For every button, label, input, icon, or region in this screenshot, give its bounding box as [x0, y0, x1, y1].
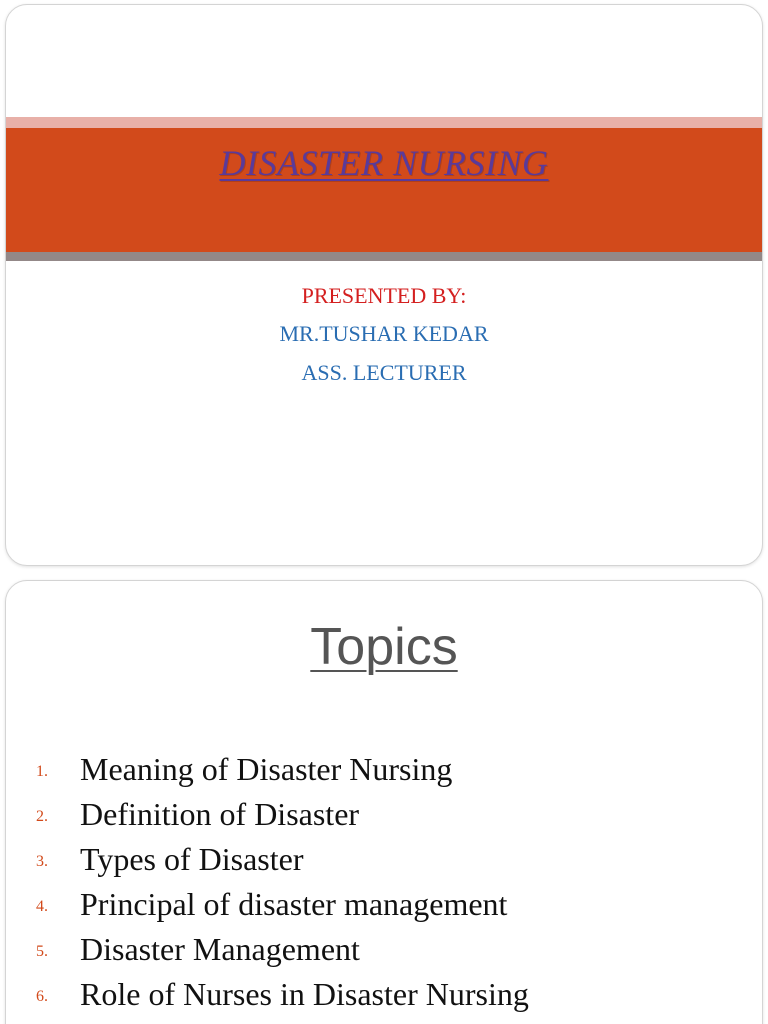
topic-number: 1. [36, 763, 48, 780]
topic-text: Meaning of Disaster Nursing [80, 751, 453, 787]
title-slide [5, 4, 763, 566]
slide-title: DISASTER NURSING [219, 143, 549, 183]
presented-by-label: PRESENTED BY: [301, 283, 467, 308]
presenter-name: MR.TUSHAR KEDAR [279, 321, 489, 346]
topic-text: Principal of disaster management [80, 886, 508, 922]
topic-number: 2. [36, 808, 48, 825]
title-band-top-stripe [6, 117, 762, 128]
title-band-bottom-stripe [6, 252, 762, 261]
topic-number: 4. [36, 898, 48, 915]
topic-number: 3. [36, 853, 48, 870]
topic-number: 6. [36, 988, 48, 1005]
topic-text: Types of Disaster [80, 841, 304, 877]
topics-slide [5, 580, 763, 1024]
topic-text: Role of Nurses in Disaster Nursing [80, 976, 529, 1012]
topic-text: Definition of Disaster [80, 796, 360, 832]
topic-number: 5. [36, 943, 48, 960]
presenter-role: ASS. LECTURER [301, 360, 467, 385]
topics-heading: Topics [310, 618, 458, 676]
topic-text: Disaster Management [80, 931, 360, 967]
